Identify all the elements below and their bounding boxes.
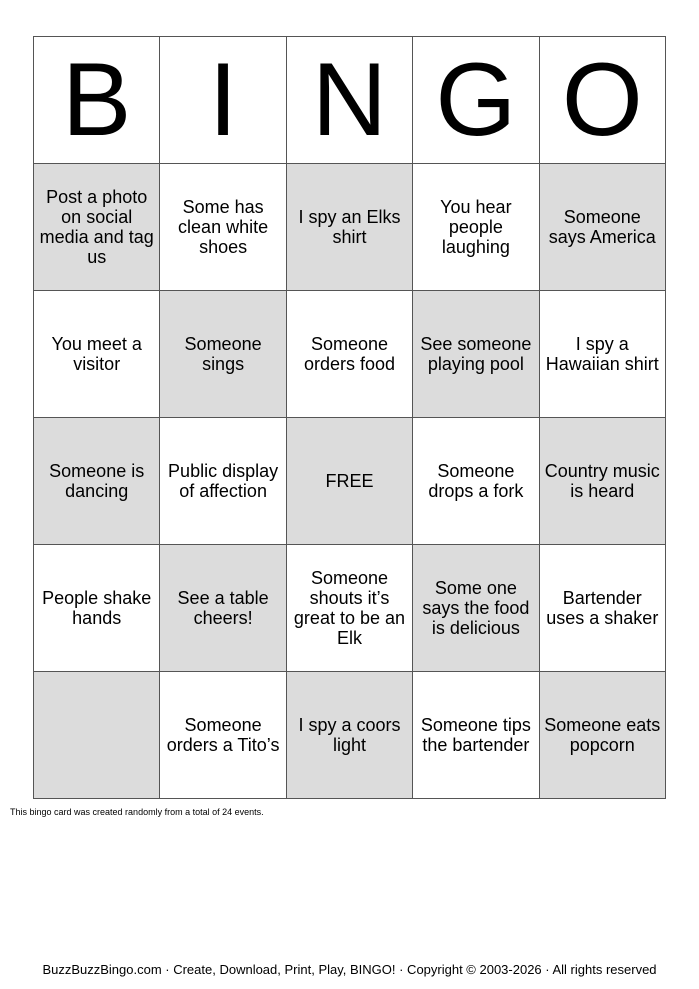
- bingo-cell: Someone eats popcorn: [539, 672, 665, 799]
- bingo-cell: [34, 672, 160, 799]
- header-letter-i: I: [160, 37, 286, 164]
- bingo-cell: Someone sings: [160, 291, 286, 418]
- bingo-cell: Public display of affection: [160, 418, 286, 545]
- bingo-row-5: [34, 672, 666, 799]
- bingo-cell: Post a photo on social media and tag us: [34, 164, 160, 291]
- bingo-row-2: [34, 291, 666, 418]
- bingo-cell: I spy a Hawaiian shirt: [539, 291, 665, 418]
- bingo-cell: Some has clean white shoes: [160, 164, 286, 291]
- header-letter-b: B: [34, 37, 160, 164]
- bingo-row-1: [34, 164, 666, 291]
- bingo-cell: You hear people laughing: [413, 164, 539, 291]
- bingo-cell: See someone playing pool: [413, 291, 539, 418]
- bingo-cell: Someone is dancing: [34, 418, 160, 545]
- header-letter-o: O: [539, 37, 665, 164]
- bingo-cell: Someone says America: [539, 164, 665, 291]
- bingo-cell: Someone drops a fork: [413, 418, 539, 545]
- bingo-row-3: [34, 418, 666, 545]
- header-letter-g: G: [413, 37, 539, 164]
- header-letter-n: N: [286, 37, 412, 164]
- bingo-cell: See a table cheers!: [160, 545, 286, 672]
- footer-text: BuzzBuzzBingo.com · Create, Download, Print, Play, BINGO! · Copyright © 2003-2026 · All rights reserved: [42, 962, 657, 977]
- bingo-cell: Some one says the food is delicious: [413, 545, 539, 672]
- free-space-cell: FREE: [286, 418, 412, 545]
- bingo-cell: Someone orders a Tito’s: [160, 672, 286, 799]
- bingo-cell: You meet a visitor: [34, 291, 160, 418]
- bingo-cell: Country music is heard: [539, 418, 665, 545]
- bingo-row-4: [34, 545, 666, 672]
- bingo-card: [33, 36, 666, 799]
- bingo-cell: I spy a coors light: [286, 672, 412, 799]
- bingo-cell: Bartender uses a shaker: [539, 545, 665, 672]
- card-note: This bingo card was created randomly from a total of 24 events.: [10, 807, 264, 817]
- bingo-cell: Someone orders food: [286, 291, 412, 418]
- bingo-cell: Someone shouts it’s great to be an Elk: [286, 545, 412, 672]
- header-row: [34, 37, 666, 164]
- bingo-cell: I spy an Elks shirt: [286, 164, 412, 291]
- bingo-cell: Someone tips the bartender: [413, 672, 539, 799]
- bingo-cell: People shake hands: [34, 545, 160, 672]
